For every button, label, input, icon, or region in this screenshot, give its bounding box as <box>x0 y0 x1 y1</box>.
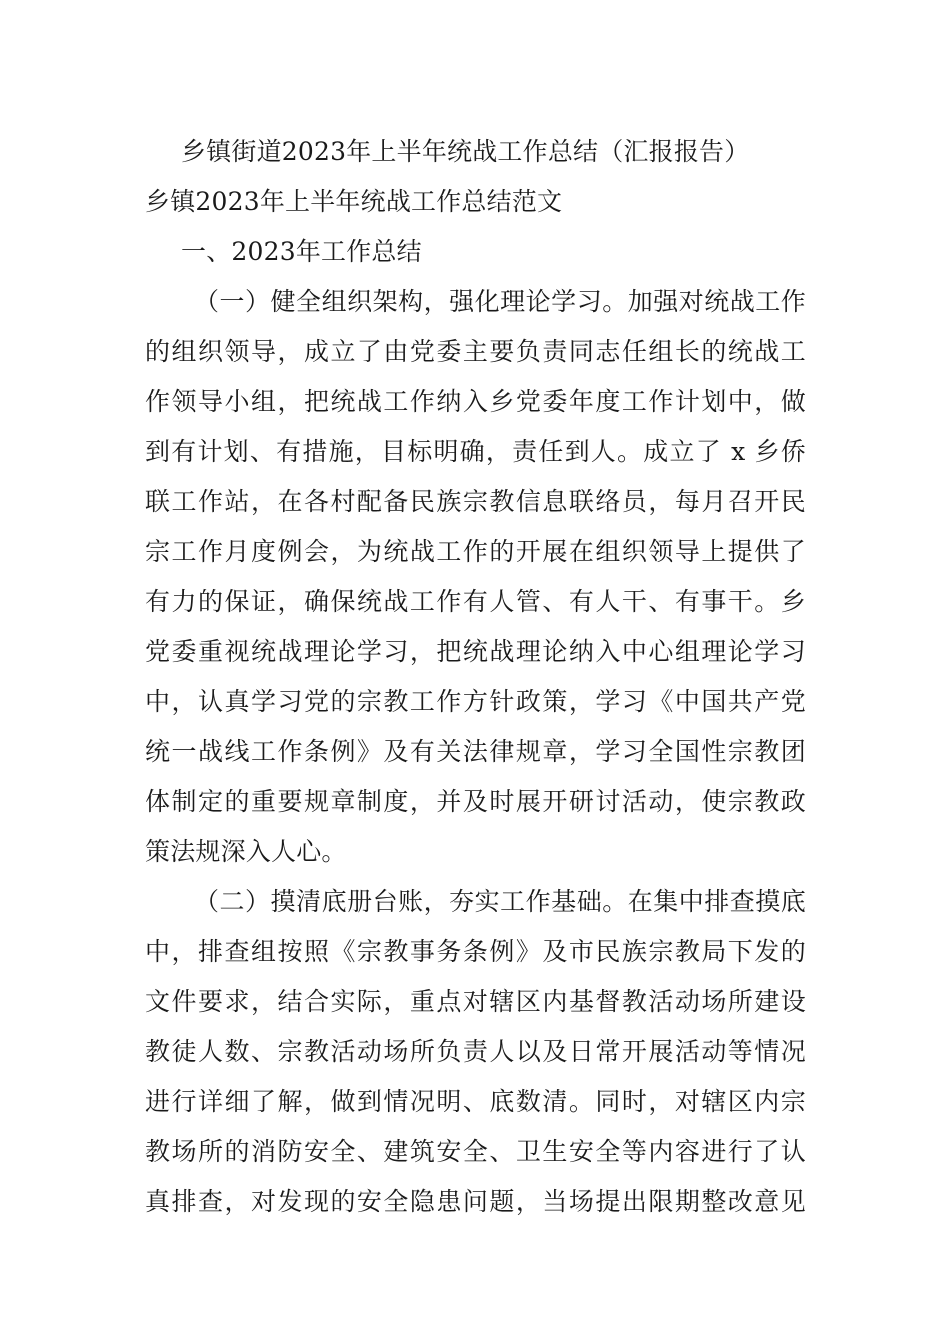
paragraph-line: 的组织领导，成立了由党委主要负责同志任组长的统战工 <box>145 337 806 366</box>
paragraph-line: 教场所的消防安全、建筑安全、卫生安全等内容进行了认 <box>145 1137 806 1166</box>
paragraph-line: 宗工作月度例会，为统战工作的开展在组织领导上提供了 <box>145 537 806 566</box>
paragraph-line: 统一战线工作条例》及有关法律规章，学习全国性宗教团 <box>145 737 806 766</box>
paragraph-line: 真排查，对发现的安全隐患问题，当场提出限期整改意见 <box>145 1187 806 1216</box>
paragraph-line: 作领导小组，把统战工作纳入乡党委年度工作计划中，做 <box>145 387 806 416</box>
document-title: 乡镇街道2023年上半年统战工作总结（汇报报告） <box>181 137 750 166</box>
paragraph-line: 联工作站，在各村配备民族宗教信息联络员，每月召开民 <box>145 487 806 516</box>
paragraph-line: 党委重视统战理论学习，把统战理论纳入中心组理论学习 <box>145 637 806 666</box>
document-subtitle: 乡镇2023年上半年统战工作总结范文 <box>145 187 563 216</box>
paragraph-line: 进行详细了解，做到情况明、底数清。同时，对辖区内宗 <box>145 1087 806 1116</box>
paragraph-line: 策法规深入人心。 <box>145 837 347 866</box>
paragraph-line: 到有计划、有措施，目标明确，责任到人。成立了 x 乡侨 <box>145 437 806 466</box>
paragraph-line: 体制定的重要规章制度，并及时展开研讨活动，使宗教政 <box>145 787 806 816</box>
section-heading: 一、2023年工作总结 <box>181 237 422 266</box>
paragraph-line: 有力的保证，确保统战工作有人管、有人干、有事干。乡 <box>145 587 806 616</box>
paragraph-line: 教徒人数、宗教活动场所负责人以及日常开展活动等情况 <box>145 1037 806 1066</box>
paragraph-line: 中，认真学习党的宗教工作方针政策，学习《中国共产党 <box>145 687 806 716</box>
paragraph-line: 中，排查组按照《宗教事务条例》及市民族宗教局下发的 <box>145 937 806 966</box>
paragraph-line: （二）摸清底册台账，夯实工作基础。在集中排查摸底 <box>194 887 806 916</box>
paragraph-line: 文件要求，结合实际，重点对辖区内基督教活动场所建设 <box>145 987 806 1016</box>
paragraph-line: （一）健全组织架构，强化理论学习。加强对统战工作 <box>194 287 806 316</box>
